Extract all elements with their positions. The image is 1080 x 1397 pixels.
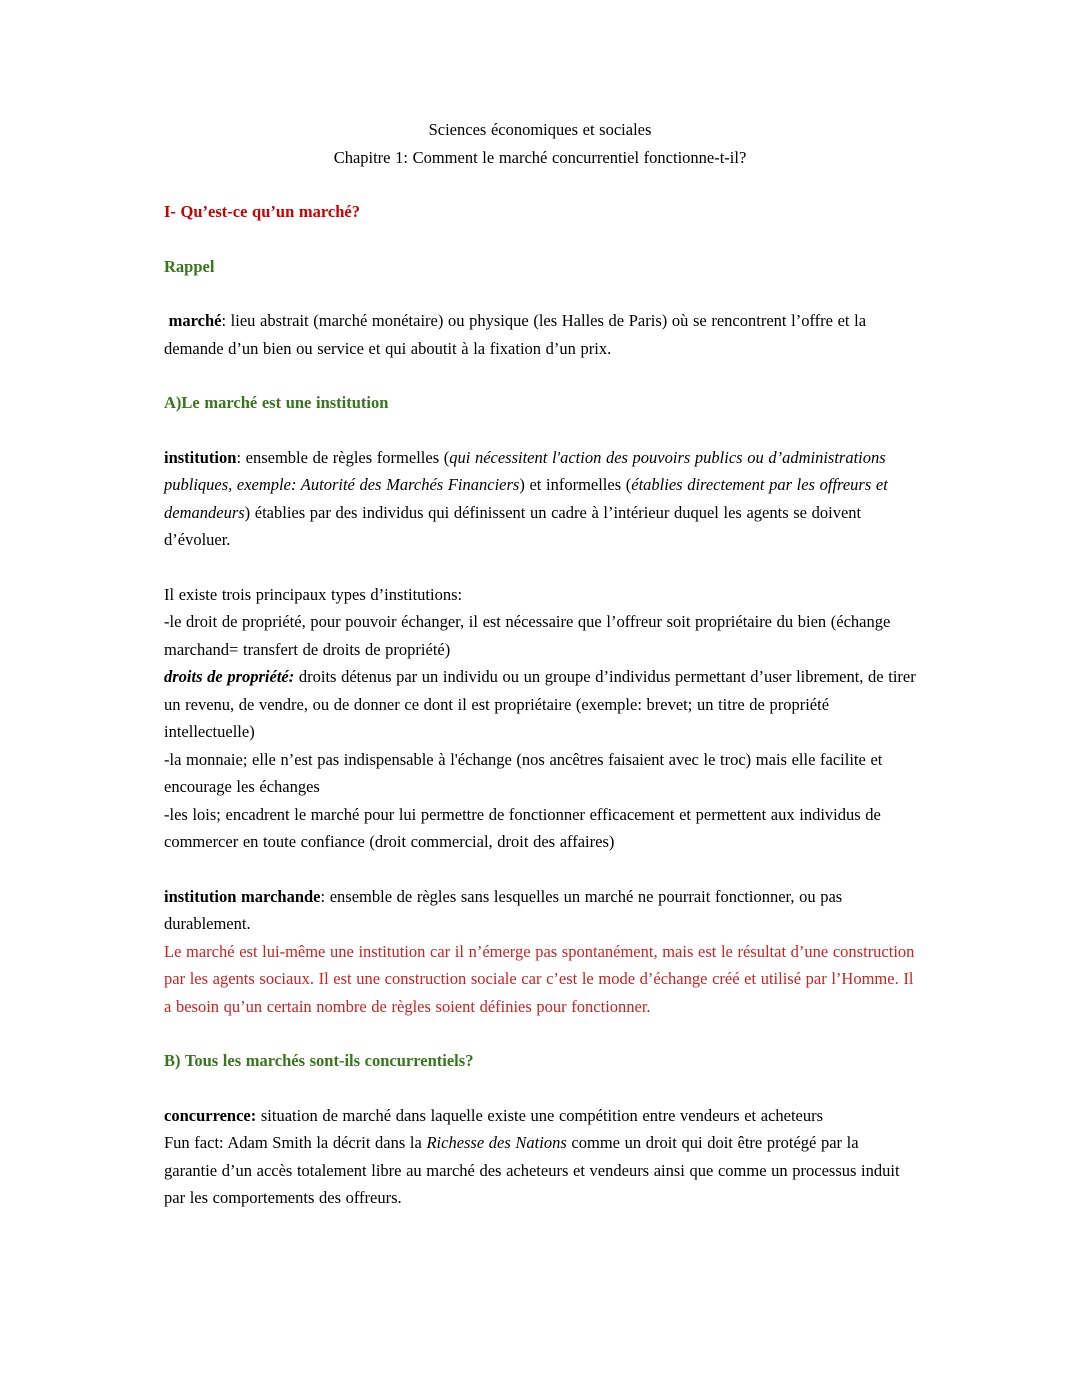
text-run: Il existe trois principaux types d’institutions: (164, 584, 463, 604)
text-run: droits détenus par un individu ou un groupe d’individus permettant d’user librement, de tirer un revenu, de vendre, ou de donner ce dont il est propriétaire (exemple: brevet; un titre de propriété intellectuelle) (164, 667, 916, 741)
heading-section-1a (164, 389, 916, 417)
text-run: Le marché est lui-même une institution car il n’émerge pas spontanément, mais est le résultat d’une construction par les agents sociaux. Il est une construction sociale car c’est le mode d’échange créé et utilisé par l’Homme. Il a besoin qu’un certain nombre de règles soient définies pour fonctionner. (164, 941, 915, 1016)
text-run: droits de propriété: (164, 667, 295, 686)
text-run: -le droit de propriété, pour pouvoir échanger, il est nécessaire que l’offreur soit propriétaire du bien (échange marchand= transfert de droits de propriété) (164, 612, 891, 659)
heading-section-1 (164, 198, 916, 226)
text-run: Rappel (164, 256, 215, 276)
document-content (164, 116, 916, 1212)
text-run: Fun fact: Adam Smith la décrit dans la (164, 1133, 427, 1152)
definition-marche (164, 307, 916, 362)
text-run: qui nécessitent l'action des pouvoirs publics ou d’administrations publiques, exemple: Autorité des Marchés Financiers (164, 447, 886, 494)
text-run: institution marchande (164, 886, 321, 906)
text-run: concurrence: (164, 1105, 257, 1125)
text-run: situation de marché dans laquelle existe une compétition entre vendeurs et acheteurs (256, 1105, 824, 1125)
text-run: : ensemble de règles sans lesquelles un marché ne pourrait fonctionner, ou pas durablement. (164, 886, 843, 933)
list-item-monnaie (164, 746, 916, 801)
text-run: comme un droit qui doit être protégé par la garantie d’un accès totalement libre au marché des acheteurs et vendeurs ainsi que comme un processus induit par les comportements des offreurs. (164, 1133, 900, 1207)
text-run: -les lois; encadrent le marché pour lui permettre de fonctionner efficacement et permettent aux individus de commercer en toute confiance (droit commercial, droit des affaires) (164, 804, 881, 851)
text-run: : ensemble de règles formelles ( (236, 447, 450, 467)
heading-rappel (164, 253, 916, 281)
definition-droits-de-propriete (164, 663, 916, 746)
paragraph-fun-fact (164, 1129, 916, 1212)
paragraph-trois-types (164, 581, 916, 609)
definition-concurrence (164, 1102, 916, 1130)
text-run: : lieu abstrait (marché monétaire) ou physique (les Halles de Paris) où se rencontrent l’offre et la demande d’un bien ou service et qui aboutit à la fixation d’un prix. (164, 311, 867, 358)
list-item-lois (164, 801, 916, 856)
text-run: établies directement par les offreurs et demandeurs (164, 475, 888, 522)
definition-institution (164, 444, 916, 554)
list-item-droit-de-propriete (164, 608, 916, 663)
text-run: Richesse des Nations (426, 1133, 567, 1152)
text-run: B) Tous les marchés sont-ils concurrentiels? (164, 1051, 474, 1070)
text-run: marché (164, 311, 222, 330)
doc-title-line-1: Sciences économiques et sociales (428, 120, 652, 139)
definition-institution-marchande (164, 883, 916, 938)
text-run: institution (164, 447, 237, 467)
text-run: -la monnaie; elle n’est pas indispensable à l'échange (nos ancêtres faisaient avec le troc) mais elle facilite et encourage les échanges (164, 749, 883, 796)
text-run: I- Qu’est-ce qu’un marché? (164, 202, 360, 221)
text-run: ) établies par des individus qui définissent un cadre à l’intérieur duquel les agents se doivent d’évoluer. (164, 502, 862, 549)
text-run: A)Le marché est une institution (164, 393, 389, 412)
doc-title-line-2: Chapitre 1: Comment le marché concurrentiel fonctionne-t-il? (333, 147, 747, 167)
heading-section-1b (164, 1047, 916, 1075)
paragraph-marche-institution-rouge (164, 938, 916, 1021)
text-run: ) et informelles ( (519, 475, 632, 494)
